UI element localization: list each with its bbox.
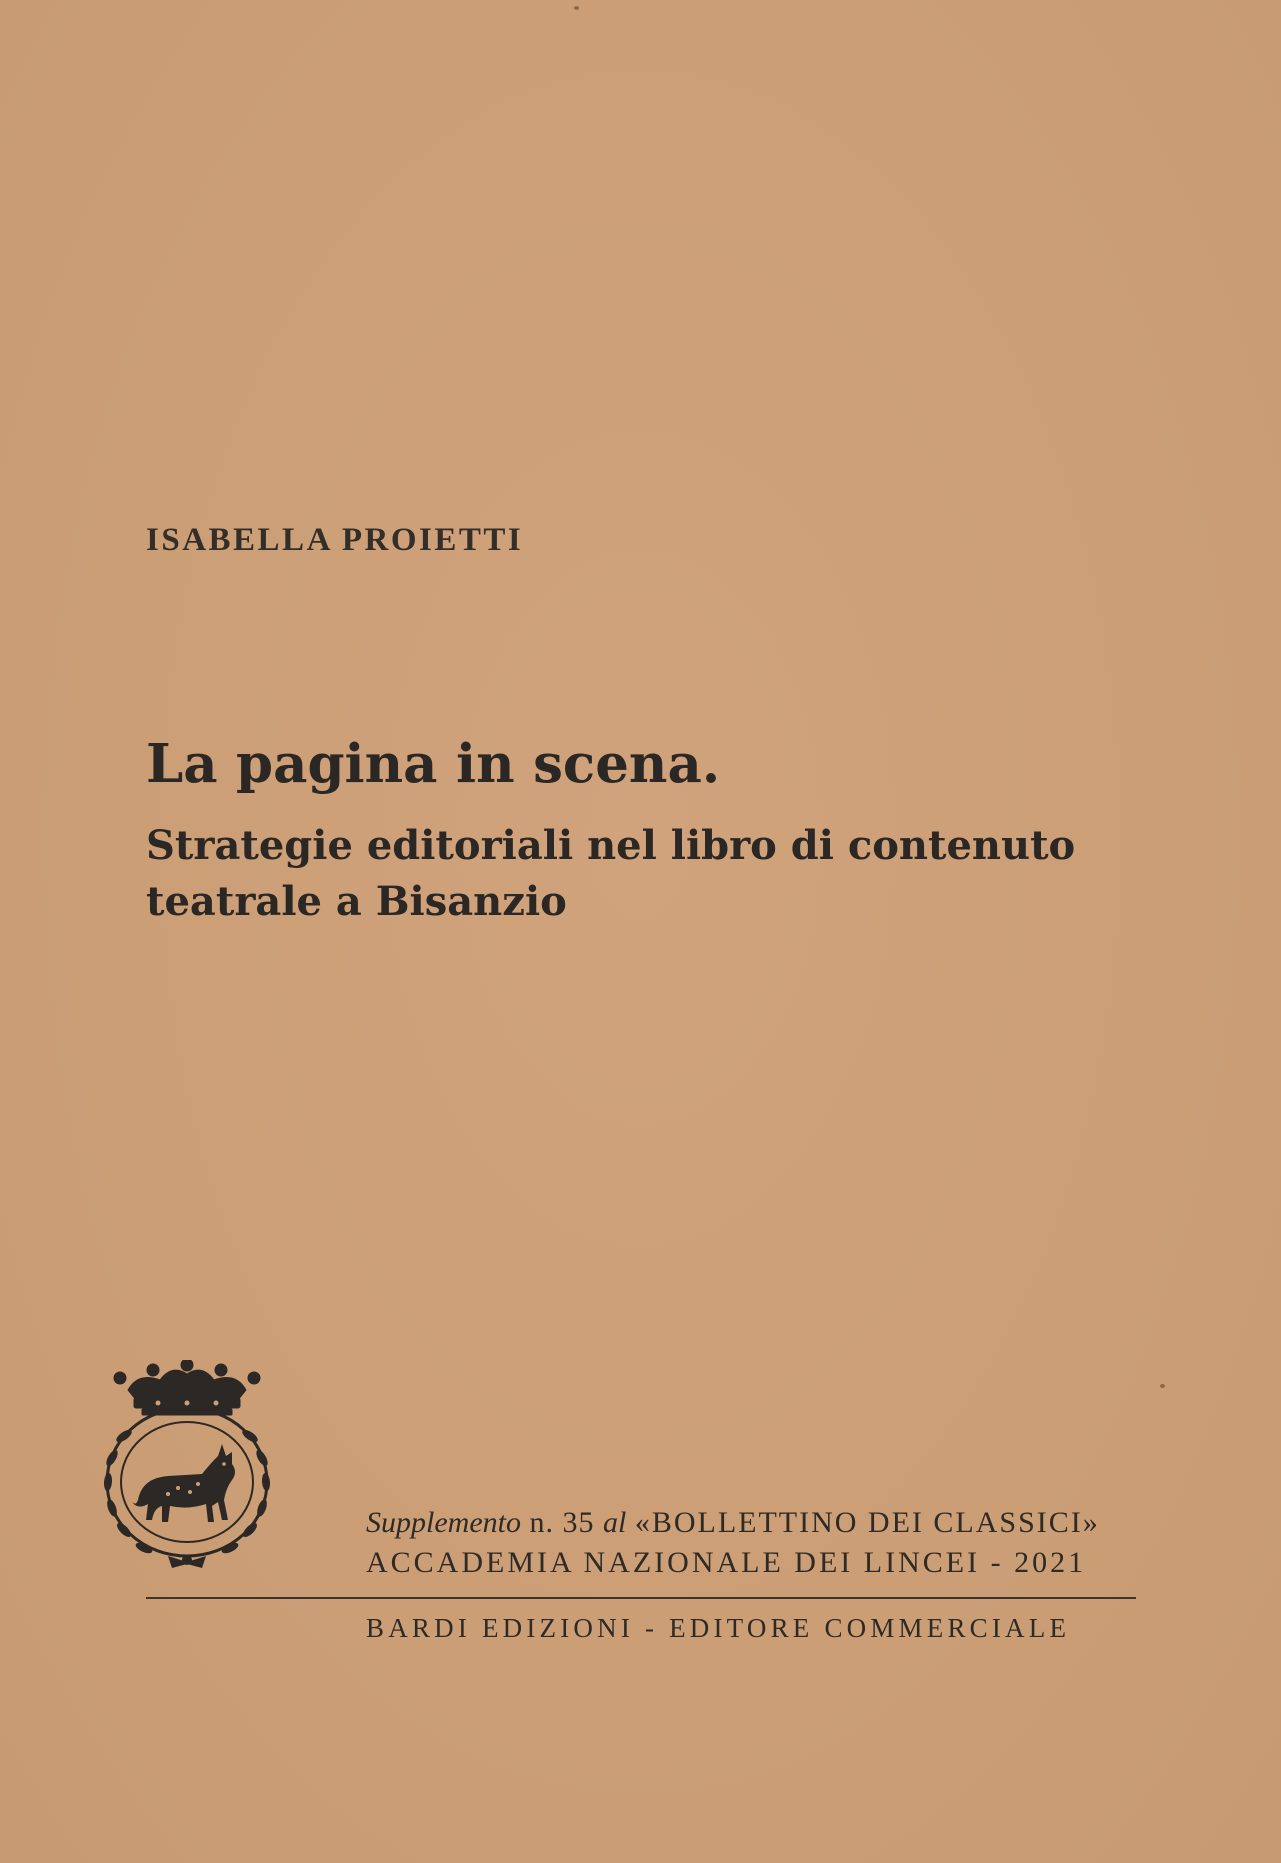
subtitle-line: Strategie editoriali nel libro di contenuto — [146, 822, 1076, 869]
series-journal: «BOLLETTINO DEI CLASSICI» — [634, 1506, 1100, 1539]
divider-rule — [146, 1597, 1136, 1599]
series-number: n. 35 — [529, 1506, 595, 1539]
series-connector: al — [602, 1506, 627, 1539]
paper-speck — [1160, 1384, 1165, 1388]
publisher-imprint: BARDI EDIZIONI - EDITORE COMMERCIALE — [366, 1613, 1071, 1643]
paper-speck — [574, 6, 579, 10]
book-title: La pagina in scena. — [146, 733, 721, 795]
series-prefix: Supplemento — [366, 1506, 521, 1539]
author-name: ISABELLA PROIETTI — [146, 522, 524, 558]
lincei-lynx-crest-icon — [98, 1360, 276, 1572]
academy-imprint: ACCADEMIA NAZIONALE DEI LINCEI - 2021 — [366, 1546, 1087, 1579]
book-subtitle — [146, 818, 1146, 930]
series-note — [366, 1506, 1100, 1540]
subtitle-line: teatrale a Bisanzio — [146, 878, 567, 925]
